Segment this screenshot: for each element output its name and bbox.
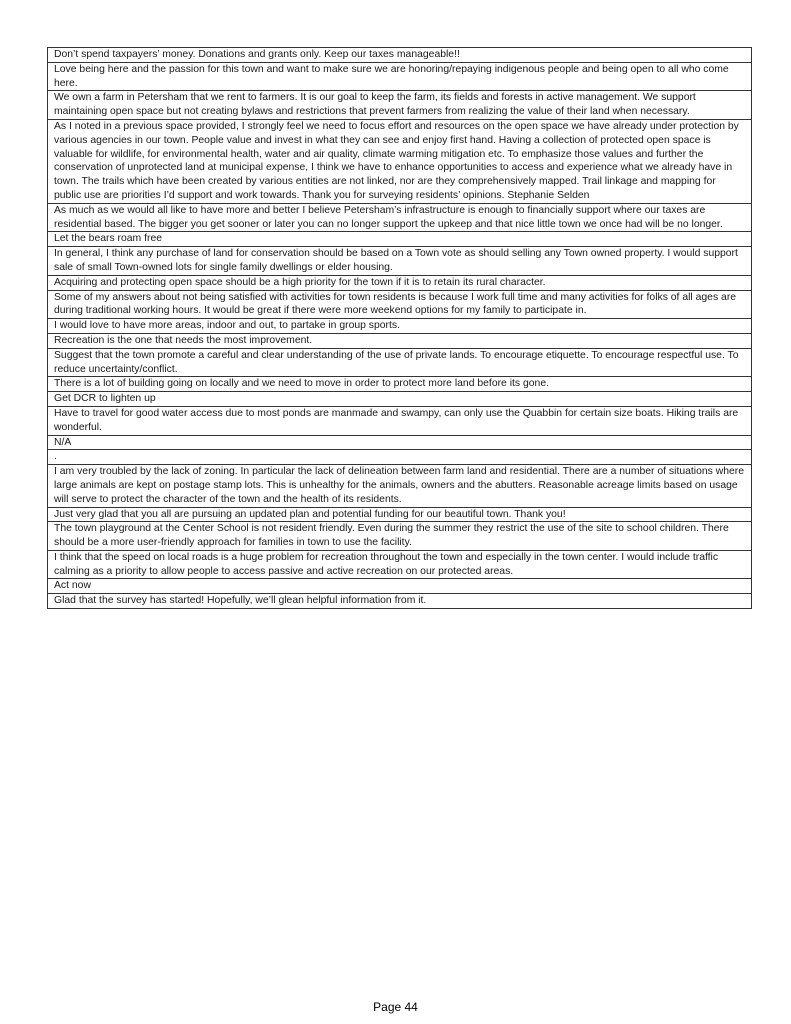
response-cell: The town playground at the Center School is not resident friendly. Even during the summer they restrict the use of the site to school children. There should be a more user-friendly approach for families in town to use the facility.: [48, 522, 752, 551]
table-row: [48, 465, 752, 507]
response-cell: I think that the speed on local roads is a huge problem for recreation throughout the town and especially in the town center. I would include traffic calming as a priority to allow people to access passive and active recreation on our protected areas.: [48, 550, 752, 579]
table-row: [48, 348, 752, 377]
table-row: [48, 48, 752, 63]
response-cell: Love being here and the passion for this town and want to make sure we are honoring/repaying indigenous people and being open to all who come here.: [48, 62, 752, 91]
table-row: [48, 62, 752, 91]
table-row: [48, 579, 752, 594]
response-cell: In general, I think any purchase of land for conservation should be based on a Town vote as should selling any Town owned property. I would support sale of small Town-owned lots for single family dwellings or elder housing.: [48, 247, 752, 276]
response-cell: Some of my answers about not being satisfied with activities for town residents is because I work full time and many activities for folks of all ages are during traditional working hours. It would be great if there were more weekend options for my family to participate in.: [48, 290, 752, 319]
response-cell: I would love to have more areas, indoor and out, to partake in group sports.: [48, 319, 752, 334]
response-cell: N/A: [48, 435, 752, 450]
response-cell: .: [48, 450, 752, 465]
table-row: [48, 507, 752, 522]
table-row: [48, 594, 752, 609]
table-row: [48, 377, 752, 392]
table-row: [48, 392, 752, 407]
response-cell: Have to travel for good water access due to most ponds are manmade and swampy, can only use the Quabbin for certain size boats. Hiking trails are wonderful.: [48, 406, 752, 435]
table-row: [48, 522, 752, 551]
response-cell: There is a lot of building going on locally and we need to move in order to protect more land before its gone.: [48, 377, 752, 392]
table-row: [48, 232, 752, 247]
table-row: [48, 435, 752, 450]
table-row: [48, 550, 752, 579]
response-cell: I am very troubled by the lack of zoning. In particular the lack of delineation between farm land and residential. There are a number of situations where large animals are kept on postage stamp lots. This is unhealthy for the animals, owners and the abutters. Reasonable acreage limits based on usage will serve to protect the character of the town and the health of its residents.: [48, 465, 752, 507]
table-row: [48, 450, 752, 465]
table-row: [48, 333, 752, 348]
table-row: [48, 91, 752, 120]
table-row: [48, 203, 752, 232]
page-number: Page 44: [373, 1000, 418, 1014]
table-row: [48, 119, 752, 203]
response-cell: Glad that the survey has started! Hopefully, we’ll glean helpful information from it.: [48, 594, 752, 609]
response-cell: Get DCR to lighten up: [48, 392, 752, 407]
response-cell: Act now: [48, 579, 752, 594]
table-row: [48, 275, 752, 290]
response-cell: Suggest that the town promote a careful and clear understanding of the use of private lands. To encourage etiquette. To encourage respectful use. To reduce uncertainty/conflict.: [48, 348, 752, 377]
response-cell: As I noted in a previous space provided, I strongly feel we need to focus effort and resources on the open space we have already under protection by various agencies in our town. People value and invest in what they can see and enjoy first hand. Having a collection of protected open space is valuable for wildlife, for environmental health, water and air quality, climate warming mitigation etc. To emphasize those values and further the conservation of unprotected land at municipal expense, I think we have to enhance opportunities to access and experience what we already have in town. The trails which have been created by various entities are not linked, nor are they comprehensively mapped. Trail linkage and mapping for public use are priorities I’d support and work towards. Thank you for surveying residents’ opinions. Stephanie Selden: [48, 119, 752, 203]
table-row: [48, 290, 752, 319]
response-cell: Let the bears roam free: [48, 232, 752, 247]
responses-table: [47, 47, 752, 609]
response-cell: Just very glad that you all are pursuing an updated plan and potential funding for our beautiful town. Thank you!: [48, 507, 752, 522]
response-cell: Don’t spend taxpayers’ money. Donations and grants only. Keep our taxes manageable!!: [48, 48, 752, 63]
response-cell: We own a farm in Petersham that we rent to farmers. It is our goal to keep the farm, its fields and forests in active management. We support maintaining open space but not creating bylaws and restrictions that prevent farmers from realizing the value of their land when necessary.: [48, 91, 752, 120]
table-row: [48, 319, 752, 334]
table-row: [48, 406, 752, 435]
response-cell: As much as we would all like to have more and better I believe Petersham’s infrastructure is enough to financially support where our taxes are residential based. The bigger you get sooner or later you can no longer support the upkeep and that nice little town we once had will be no longer.: [48, 203, 752, 232]
response-cell: Acquiring and protecting open space should be a high priority for the town if it is to retain its rural character.: [48, 275, 752, 290]
response-cell: Recreation is the one that needs the most improvement.: [48, 333, 752, 348]
table-row: [48, 247, 752, 276]
